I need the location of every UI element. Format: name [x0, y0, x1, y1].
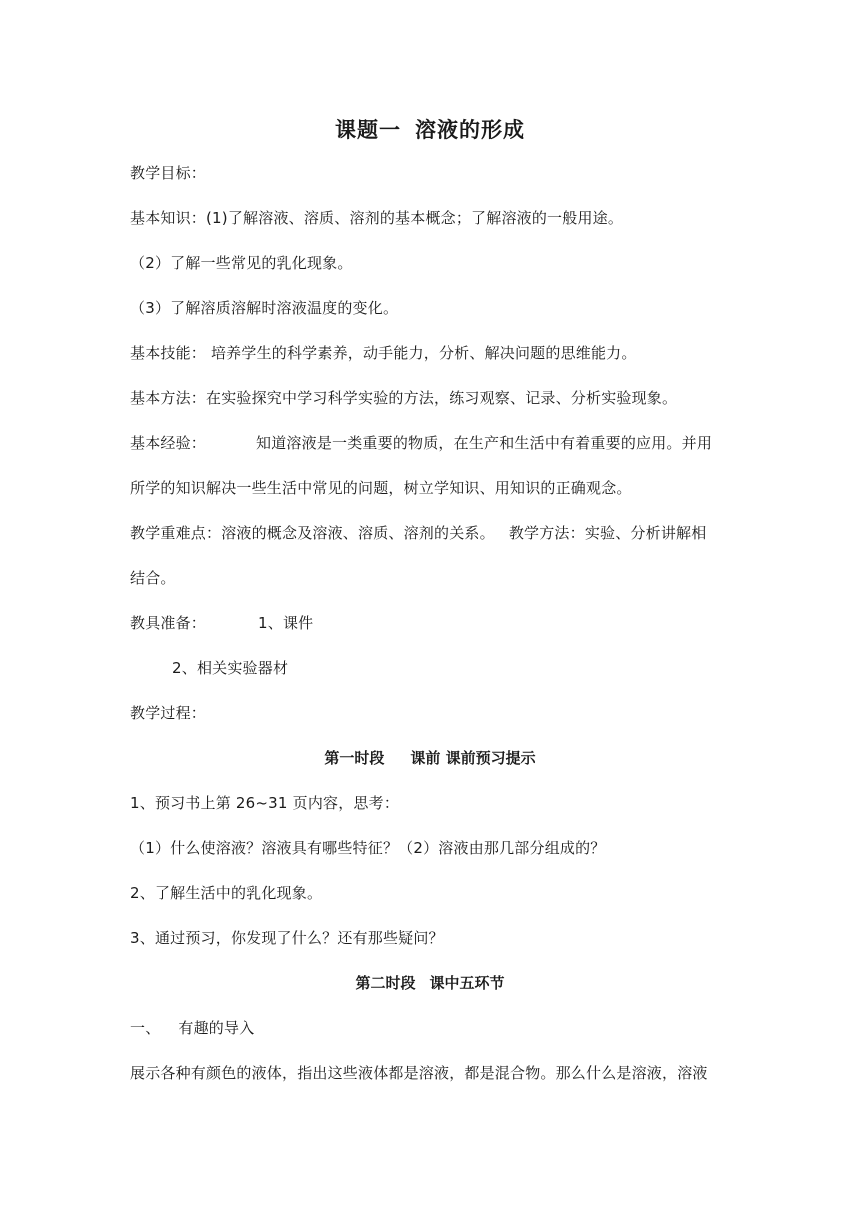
line-intro-text: 展示各种有颜色的液体，指出这些液体都是溶液，都是混合物。那么什么是溶液，溶液	[130, 1064, 708, 1082]
line-preview-1: 1、预习书上第 26~31 页内容，思考：	[130, 794, 400, 812]
line-basic-knowledge: 基本知识：(1)了解溶液、溶质、溶剂的基本概念；了解溶液的一般用途。	[130, 209, 624, 227]
section-heading-1	[0, 747, 860, 769]
line-preview-2: 2、了解生活中的乳化现象。	[130, 884, 323, 902]
key-points-text: 教学重难点：溶液的概念及溶液、溶质、溶剂的关系。	[130, 524, 495, 542]
intro-number: 一、	[130, 1019, 161, 1037]
line-key-points-cont: 结合。	[130, 569, 176, 587]
title-part-1: 课题一	[335, 118, 401, 142]
line-experience-cont: 所学的知识解决一些生活中常见的问题，树立学知识、用知识的正确观念。	[130, 479, 632, 497]
line-teaching-aids	[130, 612, 735, 634]
page-title	[0, 116, 860, 144]
line-knowledge-3: （3）了解溶质溶解时溶液温度的变化。	[130, 299, 399, 317]
teaching-aid-1: 1、课件	[258, 614, 314, 632]
intro-title: 有趣的导入	[178, 1019, 255, 1037]
line-intro-heading	[130, 1017, 735, 1039]
experience-label: 基本经验：	[130, 434, 207, 452]
line-teaching-goals: 教学目标：	[130, 164, 207, 182]
section-1-label: 第一时段	[324, 749, 385, 767]
line-basic-experience	[130, 432, 735, 454]
teaching-method-text: 教学方法：实验、分析讲解相	[508, 524, 707, 542]
teaching-aids-label: 教具准备：	[130, 614, 207, 632]
line-preview-questions: （1）什么使溶液？溶液具有哪些特征？（2）溶液由那几部分组成的？	[130, 839, 606, 857]
line-teaching-process: 教学过程：	[130, 704, 207, 722]
line-basic-skills: 基本技能： 培养学生的科学素养，动手能力，分析、解决问题的思维能力。	[130, 344, 637, 362]
line-key-points	[130, 522, 735, 544]
line-basic-methods: 基本方法：在实验探究中学习科学实验的方法，练习观察、记录、分析实验现象。	[130, 389, 678, 407]
line-preview-3: 3、通过预习，你发现了什么？还有那些疑问？	[130, 929, 444, 947]
section-heading-2	[0, 972, 860, 994]
section-1-title: 课前 课前预习提示	[410, 749, 536, 767]
title-part-2: 溶液的形成	[415, 118, 525, 142]
section-2-label: 第二时段	[355, 974, 416, 992]
experience-text: 知道溶液是一类重要的物质，在生产和生活中有着重要的应用。并用	[256, 434, 713, 452]
line-knowledge-2: （2）了解一些常见的乳化现象。	[130, 254, 353, 272]
section-2-title: 课中五环节	[429, 974, 505, 992]
line-teaching-aid-2: 2、相关实验器材	[172, 659, 289, 677]
